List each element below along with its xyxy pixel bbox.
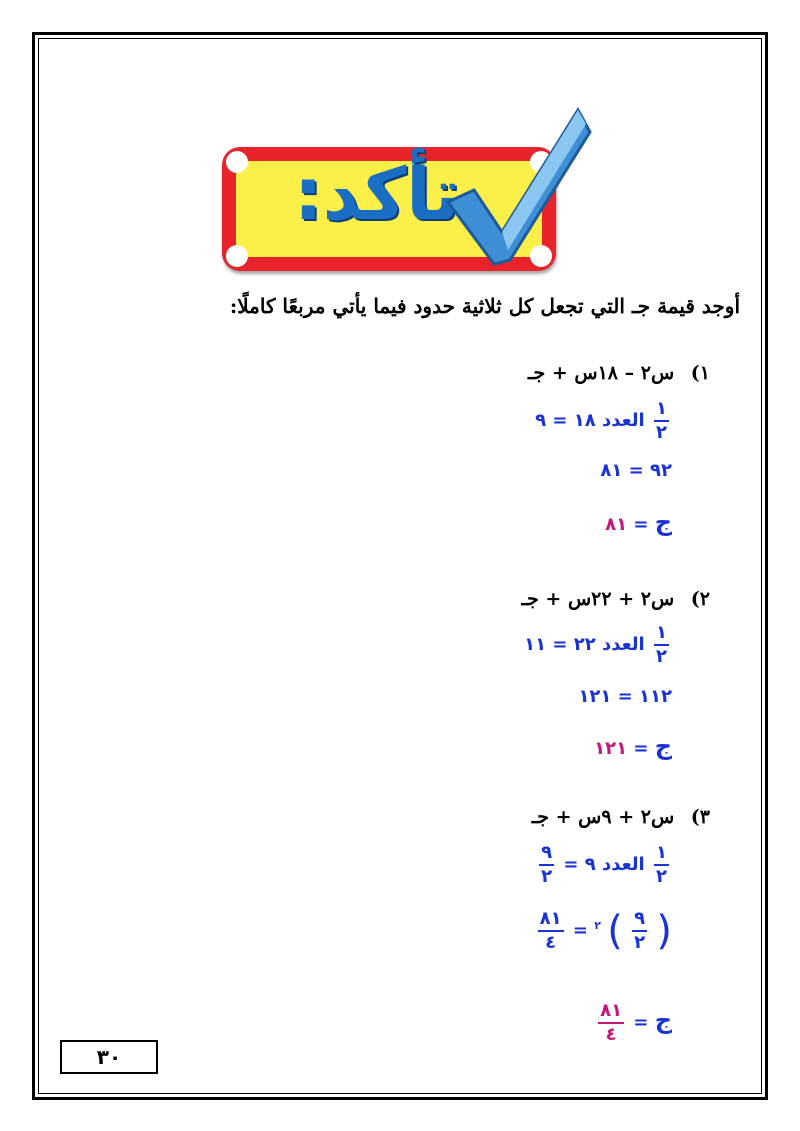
square-step: ١١٢ = ١٢١ [578, 686, 672, 707]
answer-value: ٨١ [605, 514, 628, 535]
half-coefficient-step [535, 400, 672, 442]
problem-expression: س٢ + ٢٢س + جـ [521, 588, 675, 610]
fraction-half: $\frac{١}{٢}$ [656, 622, 667, 667]
fraction-half: $\frac{١}{٢}$ [656, 398, 667, 443]
banner-corner-dot [226, 151, 248, 173]
half-result-fraction: $\frac{٩}{٢}$ [541, 842, 553, 887]
problem-expression: س٢ + ٩س + جـ [531, 806, 675, 828]
problem-expression: س٢ – ١٨س + جـ [527, 362, 675, 384]
problem-heading [528, 362, 710, 384]
banner-corner-dot [226, 245, 248, 267]
half-coefficient-step [536, 844, 672, 886]
answer-step: ج = ٨١ [605, 508, 672, 536]
answer-label: ج [654, 732, 672, 760]
answer-label: ج [654, 1006, 672, 1034]
half-label: العدد ٩ = [563, 854, 645, 875]
page-number: ٣٠ [60, 1040, 158, 1074]
square-result-fraction: $\frac{٨١}{٤}$ [539, 908, 562, 953]
answer-step: ج = ١٢١ [594, 732, 672, 760]
answer-value: ١٢١ [594, 738, 628, 759]
square-step: ٩٢ = ٨١ [600, 460, 672, 481]
half-coefficient-step [524, 624, 672, 666]
answer-label: ج [654, 508, 672, 536]
problem-heading [532, 806, 710, 828]
problem-number: ٣) [690, 806, 710, 828]
answer-step: ج = $\frac{٨١}{٤}$ [600, 1000, 672, 1045]
problem-number: ١) [690, 362, 710, 384]
half-result-fraction: $\frac{٩}{٢}$ [634, 908, 646, 953]
checkmark-icon [440, 92, 600, 272]
fraction-half: $\frac{١}{٢}$ [656, 842, 667, 887]
answer-fraction: $\frac{٨١}{٤}$ [600, 1000, 623, 1045]
square-step: ( $\frac{٩}{٢}$ ) $^٢$ = $\frac{٨١}{٤}$ [539, 908, 672, 954]
exercise-prompt: أوجد قيمة جـ التي تجعل كل ثلاثية حدود فيما يأتي مربعًا كاملًا: [229, 294, 740, 318]
half-label: العدد ٢٢ = ١١ [524, 634, 645, 655]
banner-title: تأكد: [293, 152, 461, 236]
half-label: العدد ١٨ = ٩ [535, 410, 645, 431]
problem-number: ٢) [690, 588, 710, 610]
problem-heading [522, 588, 711, 610]
